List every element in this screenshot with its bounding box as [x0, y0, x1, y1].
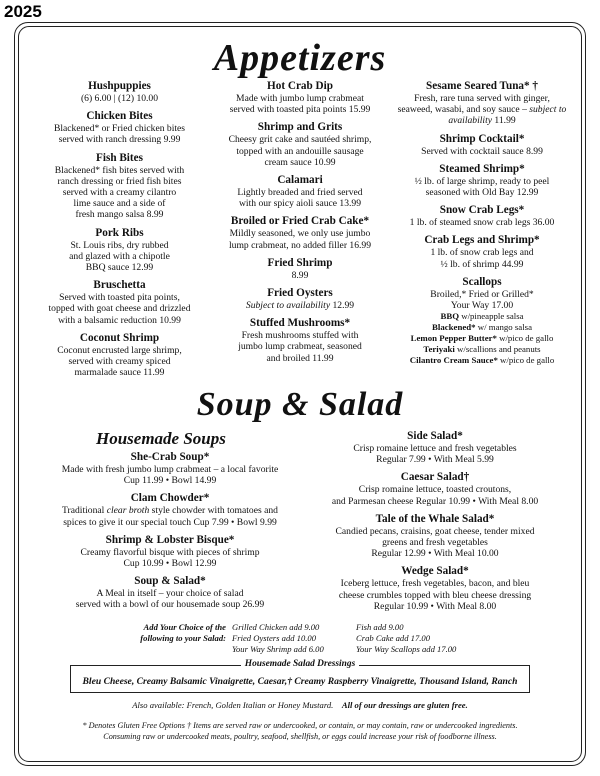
- scallop-option-side: w/pico de gallo: [496, 333, 554, 344]
- appetizers-column-1: [32, 80, 207, 384]
- scallop-option: [393, 322, 571, 333]
- item-desc-text: (6) 6.00 | (12) 10.00: [80, 93, 159, 104]
- item-description: [212, 134, 388, 168]
- item-desc-text: 1 lb. of snow crab legs and ½ lb. of shrimp 44.99: [430, 247, 534, 270]
- menu-item: [40, 451, 300, 486]
- item-name: Side Salad*: [407, 430, 463, 442]
- scallop-option-side: w/ mango salsa: [475, 322, 532, 333]
- housemade-soups-heading: Housemade Soups: [96, 429, 226, 448]
- item-desc-text: Made with jumbo lump crabmeat served with toasted pita points 15.99: [229, 93, 371, 116]
- item-description: [310, 484, 560, 506]
- item-description: [212, 270, 388, 281]
- scallop-option: [393, 344, 571, 355]
- scallop-option-side: w/scallions and peanuts: [454, 344, 541, 355]
- scallop-option-style: BBQ: [440, 311, 460, 322]
- item-desc-text: Served with cocktail sauce 8.99: [421, 145, 543, 157]
- menu-item: [212, 80, 388, 115]
- menu-item: [310, 513, 560, 560]
- item-desc-text: Fresh, rare tuna served with ginger, seaweed, wasabi, and soy sauce –: [397, 93, 550, 116]
- item-name: Fried Shrimp: [267, 256, 333, 269]
- item-name: Broiled or Fried Crab Cake*: [230, 215, 370, 228]
- menu-item: [212, 174, 388, 209]
- menu-item: [310, 471, 560, 506]
- item-description: [393, 176, 571, 198]
- item-desc-tail: 12.99: [330, 300, 355, 312]
- item-description: [393, 93, 571, 127]
- scallop-option-style: Teriyaki: [423, 344, 455, 355]
- soups-column: [40, 430, 300, 617]
- menu-item: [393, 133, 571, 157]
- menu-item: [212, 317, 388, 364]
- item-name: Hot Crab Dip: [267, 80, 333, 92]
- scallop-option: [393, 355, 571, 366]
- appetizers-heading: Appetizers: [213, 37, 387, 79]
- menu-item: [32, 227, 207, 274]
- item-name: Hushpuppies: [88, 80, 151, 92]
- scallop-option-side: w/pineapple salsa: [459, 311, 524, 322]
- item-desc-text: A Meal in itself – your choice of salad served with a bowl of our housemade soup 26.99: [75, 588, 265, 611]
- item-desc-text: Served with toasted pita points, topped with goat cheese and drizzled with a balsamic reduction 10.99: [48, 292, 191, 326]
- item-desc-italic: clear broth: [106, 505, 150, 517]
- item-desc-text: Iceberg lettuce, fresh vegetables, bacon, and bleu cheese crumbles topped with bleu cheese dressing Regular 10.99 • With Meal 8.00: [338, 578, 532, 612]
- item-description: [393, 247, 571, 269]
- item-description: [212, 330, 388, 364]
- gluten-free-note: All of our dressings are gluten free.: [341, 700, 468, 710]
- item-name: Shrimp and Grits: [257, 121, 343, 134]
- item-name: Caesar Salad†: [400, 471, 470, 484]
- menu-item: [393, 80, 571, 127]
- item-description: [40, 547, 300, 569]
- addons-group-1: Grilled Chicken add 9.00 Fried Oysters add 10.00 Your Way Shrimp add 6.00: [232, 622, 324, 654]
- menu-item-scallops: [393, 276, 571, 366]
- item-desc-text: Cheesy grit cake and sautéed shrimp, topped with an andouille sausage cream sauce 10.99: [228, 134, 372, 168]
- item-name: Bruschetta: [93, 279, 146, 292]
- item-name: Calamari: [277, 174, 323, 187]
- item-description: [40, 464, 300, 486]
- item-desc-text: Mildly seasoned, we only use jumbo lump crabmeat, no added filler 16.99: [229, 228, 371, 251]
- item-name: Coconut Shrimp: [79, 331, 160, 344]
- item-description: [32, 240, 207, 274]
- item-name: Pork Ribs: [95, 226, 144, 239]
- item-desc-text: Made with fresh jumbo lump crabmeat – a local favorite Cup 11.99 • Bowl 14.99: [61, 464, 279, 487]
- item-desc-text: Blackened* or Fried chicken bites served with ranch dressing 9.99: [53, 123, 186, 146]
- item-description: [212, 187, 388, 209]
- item-description: [310, 578, 560, 612]
- addons-group-2: Fish add 9.00 Crab Cake add 17.00 Your Way Scallops add 17.00: [356, 622, 457, 654]
- menu-item: [212, 215, 388, 250]
- menu-item: [393, 163, 571, 198]
- appetizers-column-3: [393, 80, 571, 372]
- addons-label: Add Your Choice of the following to your Salad:: [140, 622, 226, 643]
- menu-item: [32, 279, 207, 326]
- item-description: [393, 217, 571, 228]
- item-desc-post: style chowder with tomatoes and spices to give it our special touch Cup 7.99 • Bowl 9.99: [63, 505, 278, 528]
- scallop-option-side: w/pico de gallo: [497, 355, 555, 366]
- item-name: She-Crab Soup*: [130, 451, 210, 463]
- footnote: * Denotes Gluten Free Options † Items are served raw or undercooked, or contain, or may contain, raw or undercooked ingredients. Consuming raw or undercooked meats, poultry, seafood, shellfish, or eggs could increase your risk of foodborne illness.: [82, 721, 518, 741]
- soup-salad-heading: Soup & Salad: [196, 386, 404, 423]
- item-desc-text: Fresh mushrooms stuffed with jumbo lump crabmeat, seasoned and broiled 11.99: [238, 330, 362, 364]
- dressings-box: [70, 659, 530, 693]
- dressings-title: Housemade Salad Dressings: [241, 659, 359, 669]
- scallop-option-style: Blackened*: [432, 322, 476, 333]
- item-desc-text: Coconut encrusted large shrimp, served with creamy spiced marmalade sauce 11.99: [57, 344, 182, 379]
- item-desc-italic: subject to availability: [448, 104, 567, 127]
- item-desc-tail: 11.99: [492, 115, 516, 127]
- menu-year: 2025: [4, 2, 42, 21]
- item-description: [212, 93, 388, 115]
- item-name: Shrimp & Lobster Bisque*: [105, 533, 235, 546]
- item-desc-text: 1 lb. of steamed snow crab legs 36.00: [409, 217, 555, 229]
- item-description: Broiled,* Fried or Grilled* Your Way 17.00: [430, 288, 534, 312]
- menu-item: [32, 80, 207, 104]
- item-description: [40, 505, 300, 527]
- dressings-list: Bleu Cheese, Creamy Balsamic Vinaigrette, Caesar,† Creamy Raspberry Vinaigrette, Thousand Island, Ranch: [82, 676, 518, 687]
- item-description: [40, 588, 300, 610]
- item-desc-text: Crisp romaine lettuce and fresh vegetables Regular 7.99 • With Meal 5.99: [353, 443, 517, 466]
- menu-item: [212, 121, 388, 168]
- item-desc-italic: Subject to availability: [245, 300, 331, 312]
- item-name: Steamed Shrimp*: [439, 162, 525, 175]
- item-desc-text: St. Louis ribs, dry rubbed and glazed with a chipotle BBQ sauce 12.99: [69, 239, 170, 274]
- item-description: [393, 146, 571, 157]
- menu-item: [212, 257, 388, 281]
- item-desc-text: Lightly breaded and fried served with our spicy aioli sauce 13.99: [237, 187, 363, 210]
- item-name: Stuffed Mushrooms*: [249, 317, 351, 330]
- item-description: [32, 123, 207, 145]
- scallop-option: [393, 311, 571, 322]
- item-desc-text: Crisp romaine lettuce, toasted croutons, and Parmesan cheese Regular 10.99 • With Meal 8.00: [331, 484, 539, 507]
- item-desc-text: Creamy flavorful bisque with pieces of shrimp Cup 10.99 • Bowl 12.99: [80, 546, 260, 570]
- scallop-option: [393, 333, 571, 344]
- item-name: Chicken Bites: [86, 110, 153, 123]
- item-description: [32, 345, 207, 379]
- item-name: Crab Legs and Shrimp*: [424, 234, 540, 247]
- menu-item: [40, 575, 300, 610]
- menu-item: [32, 332, 207, 379]
- item-description: [212, 228, 388, 250]
- item-description: [32, 292, 207, 326]
- menu-item: [212, 287, 388, 311]
- item-name: Shrimp Cocktail*: [439, 132, 525, 145]
- appetizers-column-2: [212, 80, 388, 370]
- menu-item: [310, 565, 560, 612]
- item-name: Tale of the Whale Salad*: [375, 512, 495, 525]
- item-name: Clam Chowder*: [130, 492, 210, 505]
- scallop-option-style: Lemon Pepper Butter*: [410, 333, 497, 344]
- menu-item: [393, 204, 571, 228]
- menu-item: [40, 534, 300, 569]
- item-name: Wedge Salad*: [401, 565, 469, 578]
- also-available-text: Also available: French, Golden Italian or Honey Mustard.: [132, 700, 334, 710]
- item-description: [32, 165, 207, 221]
- item-desc-pre: Traditional: [62, 505, 107, 517]
- also-available-note: [0, 700, 600, 710]
- item-name: Fried Oysters: [267, 287, 333, 300]
- menu-item: [310, 430, 560, 465]
- item-name: Scallops: [462, 275, 502, 288]
- item-description: [310, 526, 560, 560]
- item-desc-text: 8.99: [291, 269, 309, 281]
- item-description: [32, 93, 207, 104]
- item-desc-text: Candied pecans, craisins, goat cheese, tender mixed greens and fresh vegetables Regular 12.99 • With Meal 10.00: [335, 525, 535, 560]
- item-desc-text: Blackened* fish bites served with ranch dressing or fried fish bites served with a creamy cilantro lime sauce and a side of fresh mango salsa 8.99: [54, 164, 185, 221]
- item-desc-text: ½ lb. of large shrimp, ready to peel seasoned with Old Bay 12.99: [414, 175, 550, 199]
- menu-item: [40, 492, 300, 527]
- item-name: Sesame Seared Tuna* †: [426, 80, 538, 92]
- item-description: [310, 443, 560, 465]
- item-name: Snow Crab Legs*: [439, 204, 525, 217]
- salads-column: [310, 430, 560, 618]
- menu-item: [32, 110, 207, 145]
- item-name: Fish Bites: [96, 151, 143, 164]
- scallop-option-style: Cilantro Cream Sauce*: [409, 355, 498, 366]
- menu-item: [32, 152, 207, 221]
- item-description: [212, 300, 388, 311]
- item-name: Soup & Salad*: [134, 575, 206, 588]
- menu-item: [393, 234, 571, 269]
